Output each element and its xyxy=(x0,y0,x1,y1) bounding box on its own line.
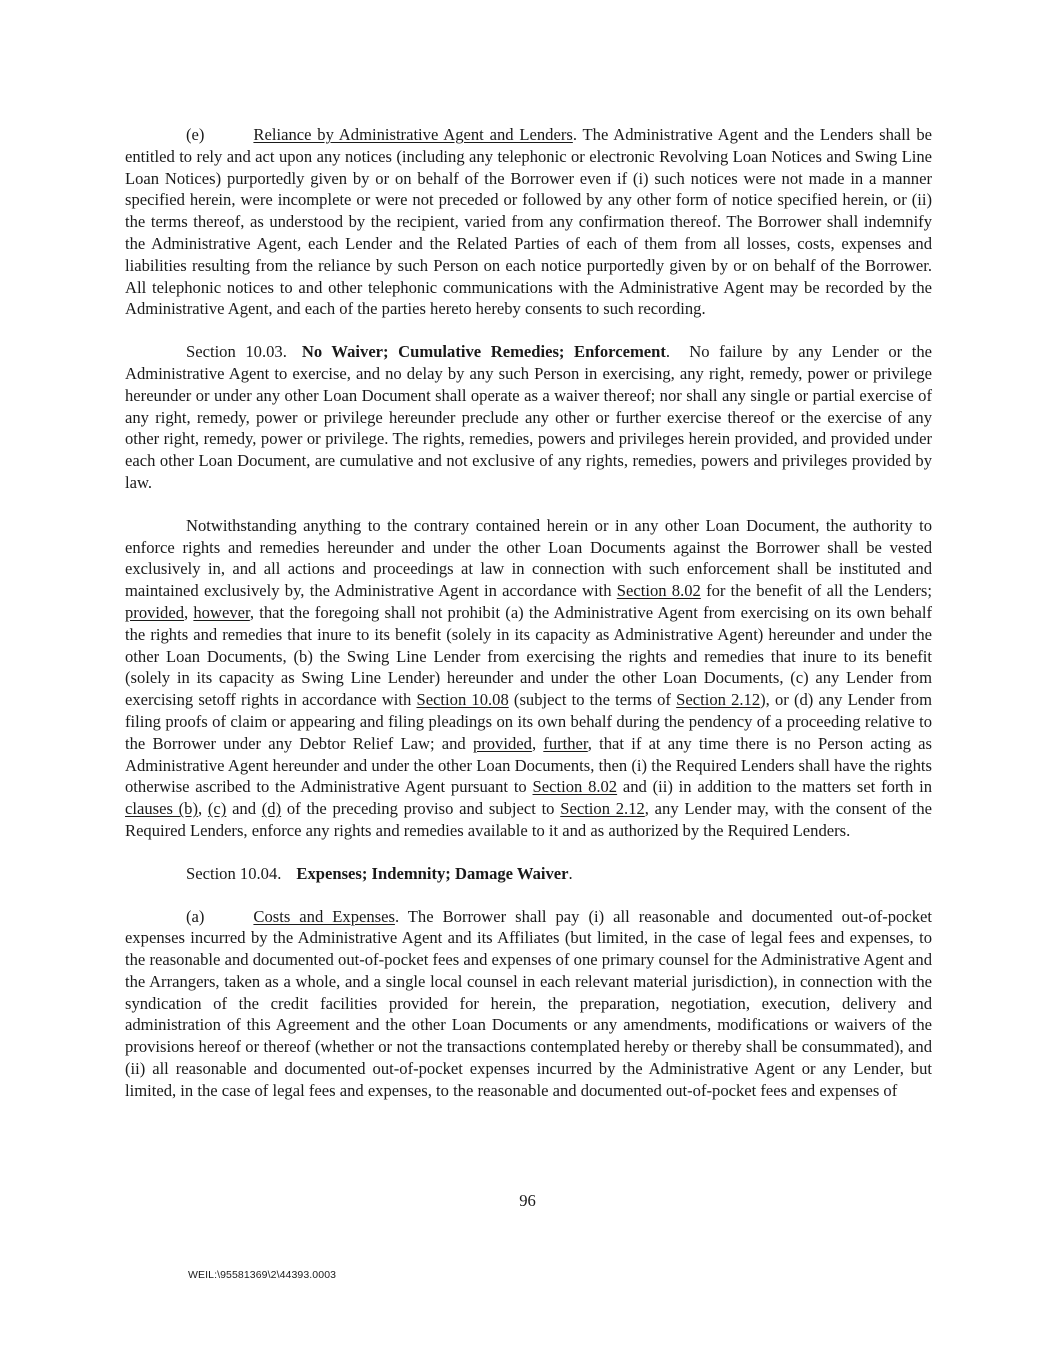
paragraph-text: . The Administrative Agent and the Lenders shall be entitled to rely and act upon any notices (including any telephonic or electronic Revolving Loan Notices and Swing Line Loan Notices) purportedly given by or on behalf of the Borrower even if (i) such notices were not made in a manner specified herein, were incomplete or were not preceded or followed by any other form of notice specified herein, or (ii) the terms thereof, as understood by the recipient, varied from any confirmation thereof. The Borrower shall indemnify the Administrative Agent, each Lender and the Related Parties of each of them from all losses, costs, expenses and liabilities resulting from the reliance by such Person on each notice purportedly given by or on behalf of the Borrower. All telephonic notices to and other telephonic communications with the Administrative Agent may be recorded by the Administrative Agent, and each of the parties hereto hereby consents to such recording. xyxy=(125,125,932,319)
proviso-term: further xyxy=(543,733,588,753)
section-title: Expenses; Indemnity; Damage Waiver xyxy=(296,863,569,883)
section-title: No Waiver; Cumulative Remedies; Enforcement xyxy=(301,342,666,362)
section-reference: Section 2.12 xyxy=(560,799,645,819)
document-id-footer: WEIL:\95581369\2\44393.0003 xyxy=(188,1269,337,1281)
text-run: for the benefit of all the Lenders; xyxy=(700,581,932,601)
proviso-term: provided xyxy=(125,602,184,622)
text-run: , any Lender may, with the consent of the Required Lenders, enforce any rights and remedies available to it and as authorized by the Required Lenders. xyxy=(125,799,933,840)
paragraph-text: . The Borrower shall pay (i) all reasonable and documented out-of-pocket expenses incurred by the Administrative Agent and its Affiliates (but limited, in the case of legal fees and expenses, to the reasonable and documented out-of-pocket fees and expenses of one primary counsel for the Administrative Agent and the Arrangers, taken as a whole, and a single local counsel in each relevant material jurisdiction), in connection with the syndication of the credit facilities provided for herein, the preparation, negotiation, execution, delivery and administration of this Agreement and the other Loan Documents or any amendments, modifications or waivers of the provisions hereof or thereof (whether or not the transactions contemplated hereby or thereby shall be consummated), and (ii) all reasonable and documented out-of-pocket expenses incurred by the Administrative Agent or any Lender, but limited, in the case of legal fees and expenses, to the reasonable and documented out-of-pocket fees and expenses of xyxy=(125,906,932,1100)
text-run: ), or (d) any Lender from filing proofs of claim or appearing and filing pleadings on its own behalf during the pendency of a proceeding relative to the Borrower under any Debtor Relief Law; and xyxy=(125,690,932,753)
text-run: , xyxy=(531,733,544,753)
paragraph-costs-expenses xyxy=(125,906,932,1102)
text-run: , xyxy=(198,799,208,819)
clause-reference: clauses (b) xyxy=(125,799,199,819)
section-number: Section 10.03. xyxy=(186,342,287,362)
clause-reference: (c) xyxy=(207,799,227,819)
page-number: 96 xyxy=(519,1191,536,1210)
section-text: No failure by any Lender or the Administrative Agent to exercise, and no delay by any such Person in exercising, any right, remedy, power or privilege hereunder or under any other Loan Document shall operate as a waiver thereof; nor shall any single or partial exercise of any right, remedy, power or privilege hereunder preclude any other or further exercise thereof or the exercise of any other right, remedy, power or privilege. The rights, remedies, powers and privileges herein provided, and provided under each other Loan Document, are cumulative and not exclusive of any rights, remedies, powers and privileges provided by law. xyxy=(125,342,933,492)
paragraph-label: (e) xyxy=(186,125,205,144)
text-run: Notwithstanding anything to the contrary contained herein or in any other Loan Document, the authority to enforce rights and remedies hereunder and under the other Loan Documents against the Borrower shall be vested exclusively in, and all actions and proceedings at law in connection with such enforcement shall be instituted and maintained exclusively by, the Administrative Agent in accordance with xyxy=(125,515,932,601)
paragraph-reliance xyxy=(125,124,932,320)
section-title-period: . xyxy=(665,342,671,362)
section-title-period: . xyxy=(568,863,573,883)
paragraph-heading: Costs and Expenses xyxy=(253,906,395,926)
document-body xyxy=(125,124,932,1102)
section-number: Section 10.04. xyxy=(186,863,282,883)
section-10-04 xyxy=(125,863,932,885)
proviso-term: provided xyxy=(472,733,532,753)
section-reference: Section 2.12 xyxy=(676,690,761,710)
section-reference: Section 10.08 xyxy=(416,690,509,710)
text-run: , that the foregoing shall not prohibit (a) the Administrative Agent from exercising on its own behalf the rights and remedies that inure to its benefit (solely in its capacity as Administrative Agent) hereunder and under the other Loan Documents, (b) the Swing Line Lender from exercising the rights and remedies that inure to its benefit (solely in its capacity as Swing Line Lender) hereunder and under the other Loan Documents, (c) any Lender from exercising setoff rights in accordance with xyxy=(125,602,932,710)
section-reference: Section 8.02 xyxy=(616,581,701,601)
text-run: , that if at any time there is no Person acting as Administrative Agent hereunder and under the other Loan Documents, then (i) the Required Lenders shall have the rights otherwise ascribed to the Administrative Agent pursuant to xyxy=(125,733,933,797)
text-run: , xyxy=(184,602,194,622)
text-run: (subject to the terms of xyxy=(508,690,677,710)
paragraph-heading: Reliance by Administrative Agent and Lenders xyxy=(253,125,573,144)
text-run: and (ii) in addition to the matters set forth in xyxy=(617,777,933,797)
paragraph-label: (a) xyxy=(186,906,205,926)
section-reference: Section 8.02 xyxy=(532,777,618,797)
text-run: of the preceding proviso and subject to xyxy=(281,799,561,819)
section-10-03 xyxy=(125,341,932,494)
clause-reference: (d) xyxy=(261,799,282,819)
proviso-term: however xyxy=(193,602,250,622)
paragraph-notwithstanding xyxy=(125,515,932,842)
text-run: and xyxy=(226,799,262,819)
